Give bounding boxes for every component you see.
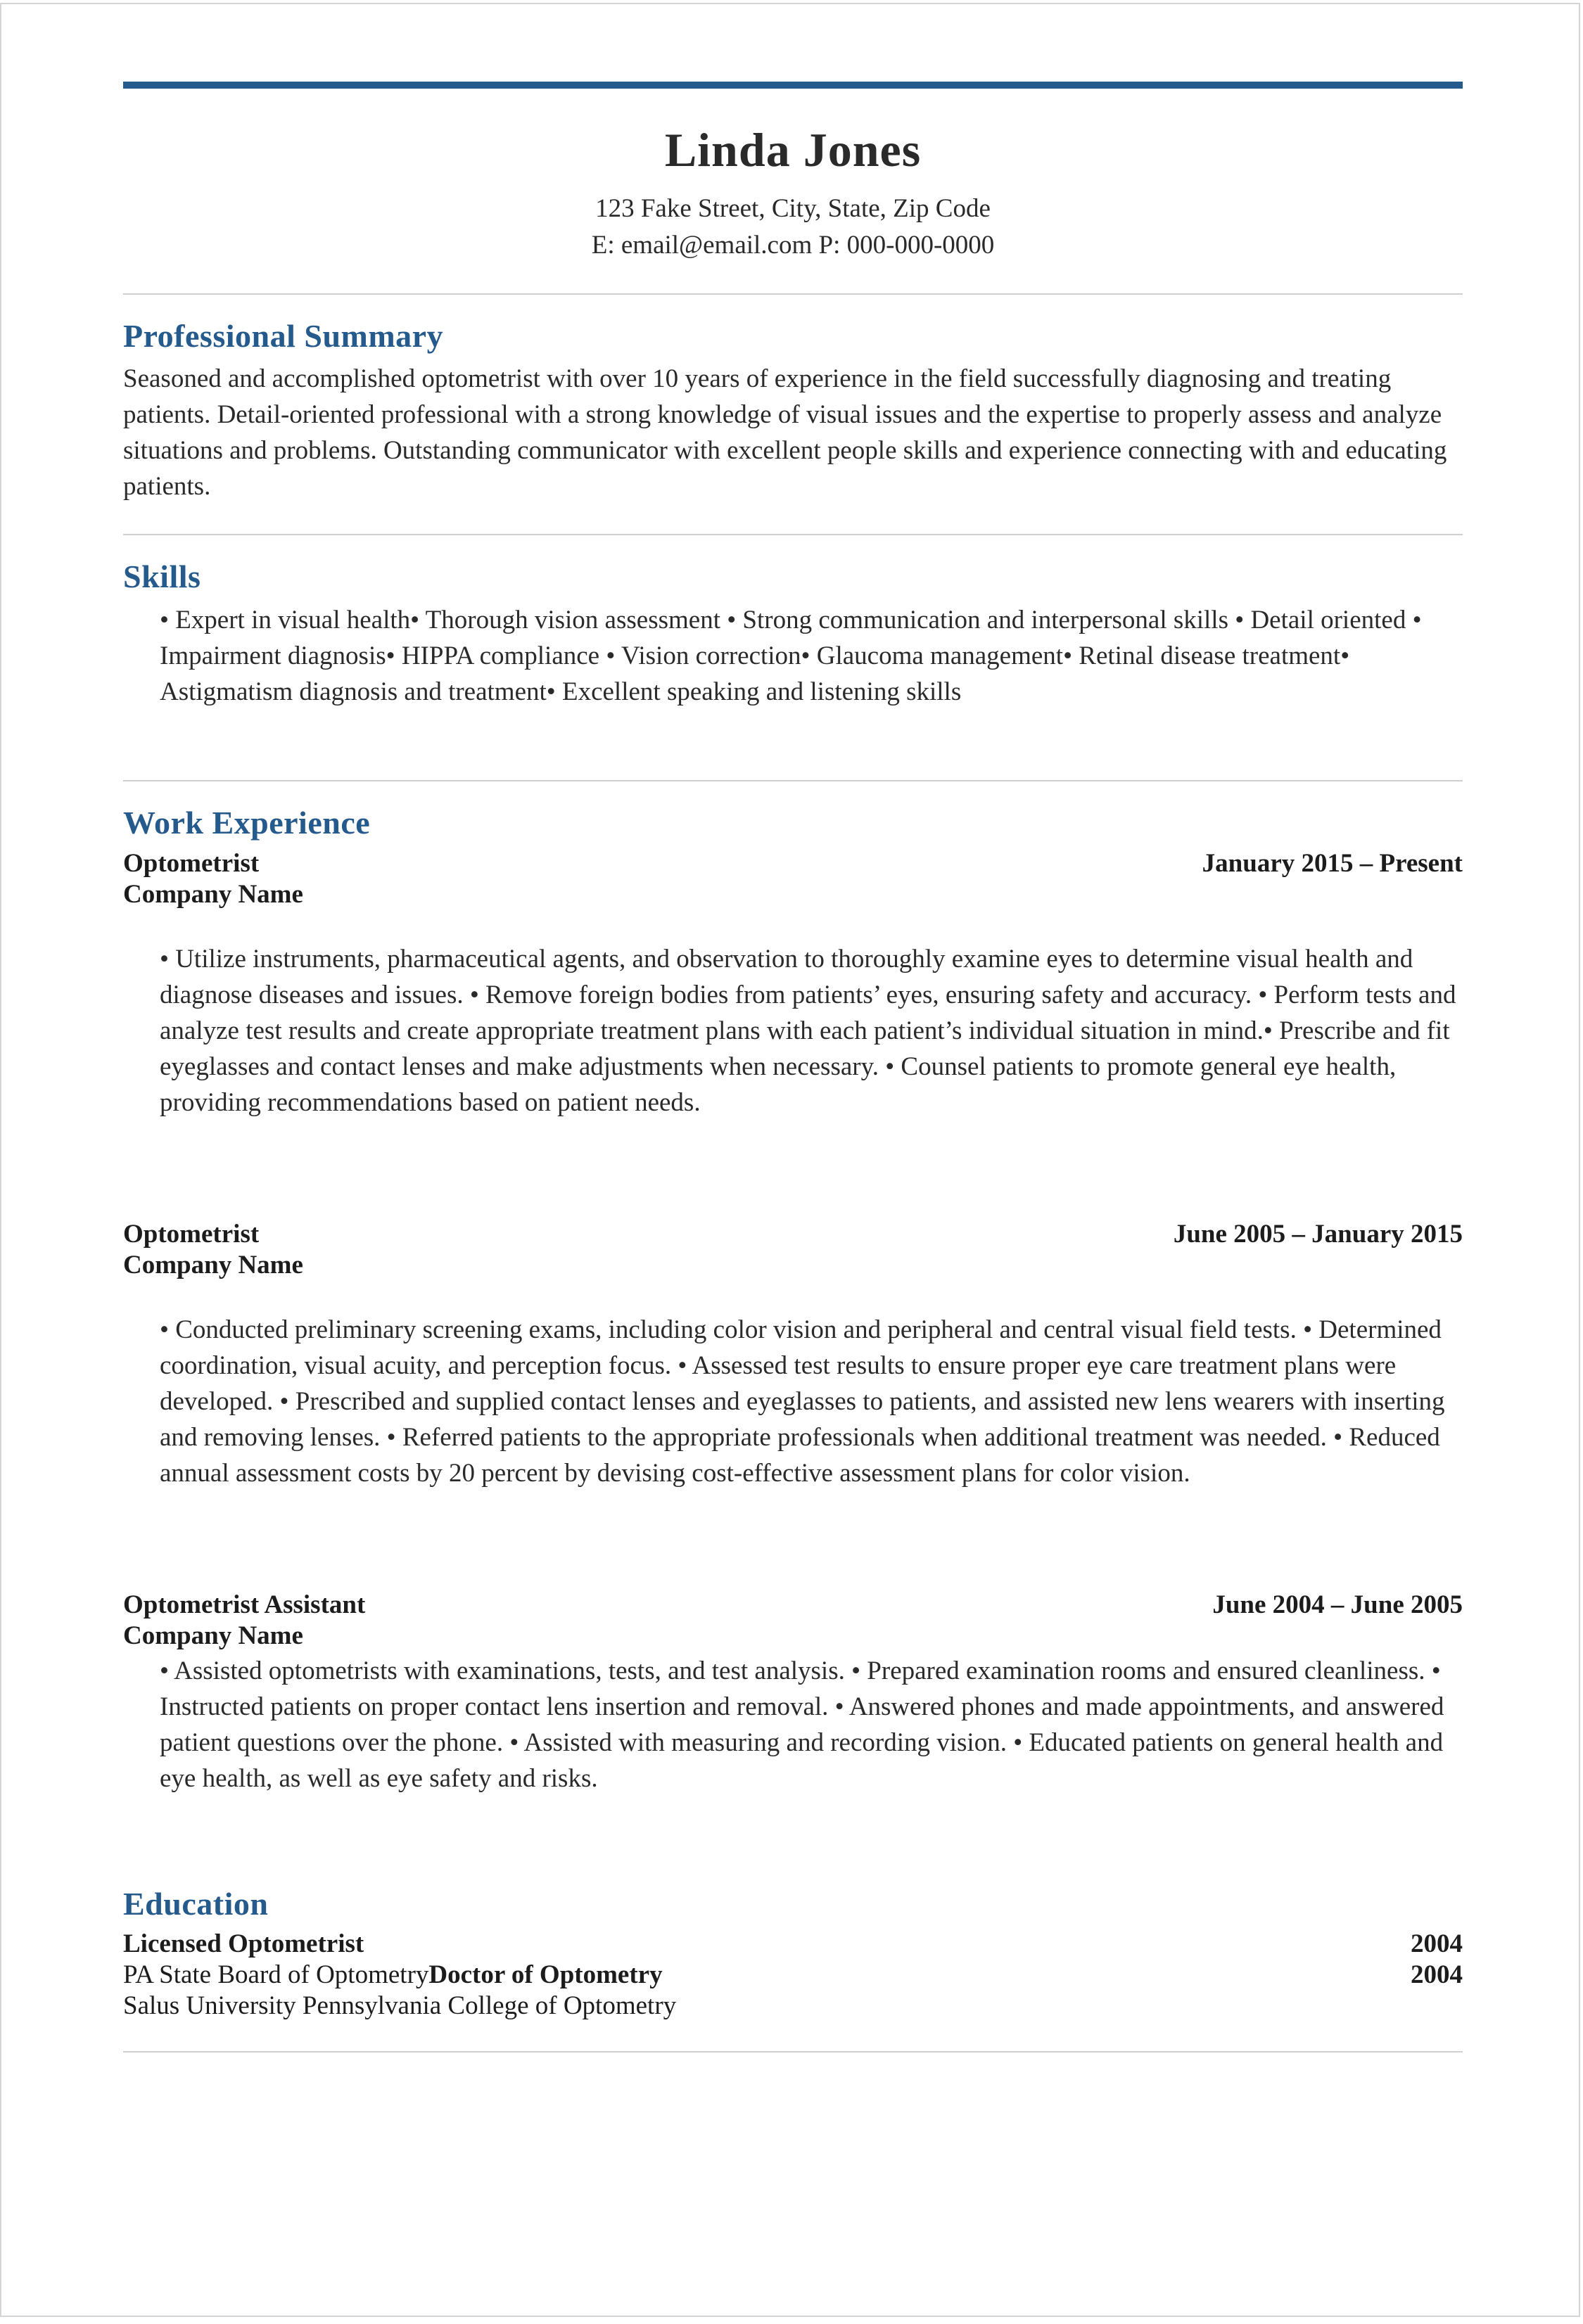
education-row xyxy=(123,1991,1463,2022)
license-issuer: PA State Board of Optometry xyxy=(123,1960,429,1990)
degree-title: Doctor of Optometry xyxy=(428,1960,663,1990)
contact-block xyxy=(123,191,1463,264)
job-header xyxy=(123,1219,1463,1250)
license-year: 2004 xyxy=(1411,1929,1463,1959)
divider xyxy=(123,2051,1463,2052)
job-company: Company Name xyxy=(123,1250,303,1279)
job-entry xyxy=(123,1590,1463,1796)
education-block xyxy=(123,1929,1463,2022)
job-dates: June 2004 – June 2005 xyxy=(1212,1590,1463,1619)
divider xyxy=(123,534,1463,535)
divider xyxy=(123,780,1463,781)
divider xyxy=(123,293,1463,295)
job-description: • Assisted optometrists with examinations, tests, and test analysis. • Prepared examination rooms and ensured cleanliness. • Instructed patients on proper contact lens insertion and removal. • Answered phones and made appointments, and answered patient questions over the phone. • Assisted with measuring and recording vision. • Educated patients on general health and eye health, as well as eye safety and risks. xyxy=(160,1656,1444,1793)
job-dates: January 2015 – Present xyxy=(1202,848,1463,878)
resume-page xyxy=(0,3,1580,2317)
summary-heading: Professional Summary xyxy=(123,317,444,354)
contact-line: E: email@email.com P: 000-000-0000 xyxy=(591,230,995,260)
education-row xyxy=(123,1929,1463,1960)
job-entry xyxy=(123,1219,1463,1491)
degree-line xyxy=(123,1960,663,1991)
candidate-name: Linda Jones xyxy=(664,123,922,177)
degree-year: 2004 xyxy=(1411,1960,1463,1990)
job-description: • Utilize instruments, pharmaceutical agents, and observation to thoroughly examine eyes to determine visual health and diagnose diseases and issues. • Remove foreign bodies from patients’ eyes, ensuring safety and accuracy. • Perform tests and analyze test results and create appropriate treatment plans with each patient’s individual situation in mind.• Prescribe and fit eyeglasses and contact lenses and make adjustments when necessary. • Counsel patients to promote general eye health, providing recommendations based on patient needs. xyxy=(160,944,1456,1117)
job-description: • Conducted preliminary screening exams, including color vision and peripheral and central visual field tests. • Determined coordination, visual acuity, and perception focus. • Assessed test results to ensure proper eye care treatment plans were developed. • Prescribed and supplied contact lenses and eyeglasses to patients, and assisted new lens wearers with inserting and removing lenses. • Referred patients to the appropriate professionals when additional treatment was needed. • Reduced annual assessment costs by 20 percent by devising cost-effective assessment plans for color vision. xyxy=(160,1315,1445,1488)
job-company: Company Name xyxy=(123,879,303,909)
job-header xyxy=(123,848,1463,879)
resume-content xyxy=(123,82,1463,2052)
skills-heading: Skills xyxy=(123,558,201,595)
education-row xyxy=(123,1960,1463,1991)
education-heading: Education xyxy=(123,1885,269,1922)
license-title: Licensed Optometrist xyxy=(123,1929,364,1959)
summary-text: Seasoned and accomplished optometrist with over 10 years of experience in the field successfully diagnosing and treating patients. Detail-oriented professional with a strong knowledge of visual issues and the expertise to properly assess and analyze situations and problems. Outstanding communicator with excellent people skills and experience connecting with and educating patients. xyxy=(123,364,1447,502)
job-header xyxy=(123,1590,1463,1621)
job-dates: June 2005 – January 2015 xyxy=(1173,1219,1463,1249)
address-line: 123 Fake Street, City, State, Zip Code xyxy=(595,193,991,223)
job-title: Optometrist Assistant xyxy=(123,1590,366,1619)
job-entry xyxy=(123,848,1463,1120)
experience-heading: Work Experience xyxy=(123,804,371,841)
job-title: Optometrist xyxy=(123,1219,260,1249)
job-title: Optometrist xyxy=(123,848,260,878)
school-name: Salus University Pennsylvania College of Optometry xyxy=(123,1991,677,2021)
skills-text: • Expert in visual health• Thorough vision assessment • Strong communication and interpersonal skills • Detail oriented • Impairment diagnosis• HIPPA compliance • Vision correction• Glaucoma management• Retinal disease treatment• Astigmatism diagnosis and treatment• Excellent speaking and listening skills xyxy=(160,605,1422,706)
top-accent-rule xyxy=(123,82,1463,89)
job-company: Company Name xyxy=(123,1621,303,1650)
